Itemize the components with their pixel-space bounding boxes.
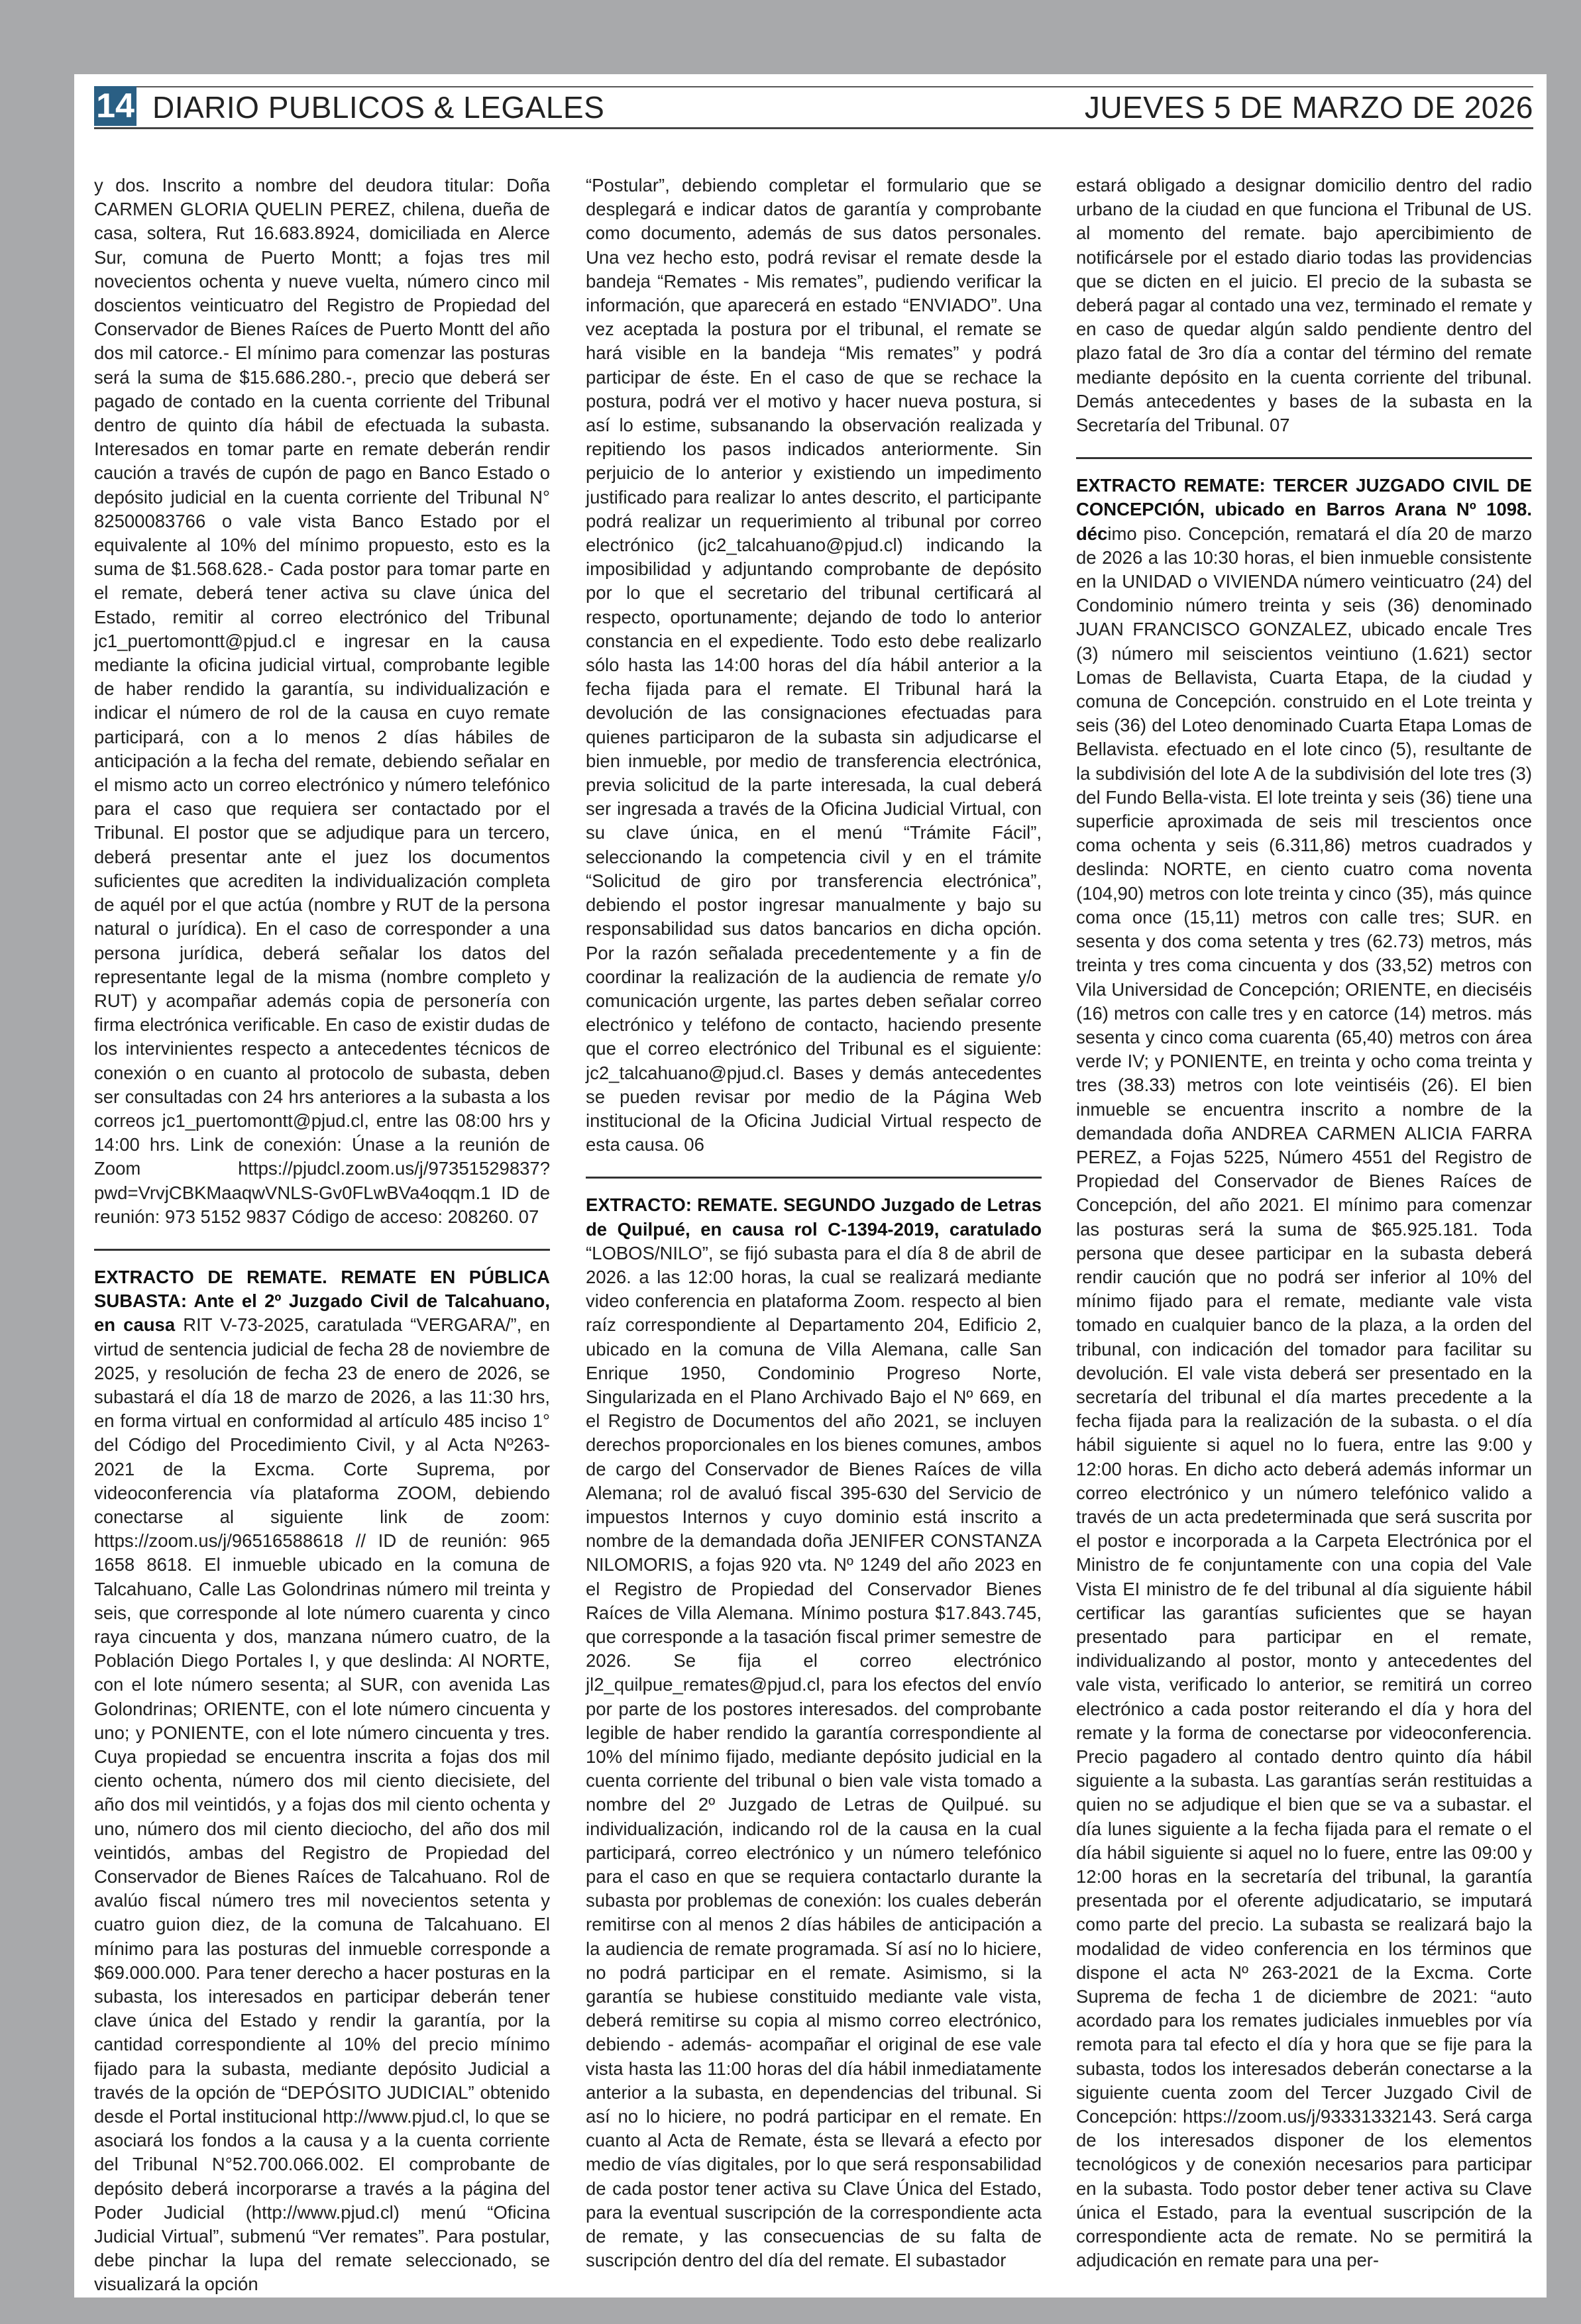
column-2 (586, 174, 1042, 2292)
publication-date: JUEVES 5 DE MARZO DE 2026 (1084, 90, 1533, 125)
notice-body: “LOBOS/NILO”, se fijó subasta para el día 8 de abril de 2026. a las 12:00 horas, la cual se realizará mediante video conferencia en plataforma Zoom. respecto al bien raíz correspondiente al Departamento 204, Edificio 2, ubicado en la comuna de Villa Alemana, calle San Enrique 1950, Condominio Progreso Norte, Singularizada en el Plano Archivado Bajo el Nº 669, en el Registro de Documentos del año 2021, se incluyen derechos proporcionales en los bienes comunes, ambos de cargo del Conservador de Bienes Raíces de villa Alemana; rol de avaluó fiscal 395-630 del Servicio de impuestos Internos y cuyo dominio está inscrito a nombre de la demandada doña JENIFER CONSTANZA NILOMORIS, a fojas 920 vta. Nº 1249 del año 2023 en el Registro de Propiedad del Conservador Bienes Raíces de Villa Alemana. Mínimo postura $17.843.745, que corresponde a la tasación fiscal primer semestre de 2026. Se fija el correo electrónico jl2_quilpue_remates@pjud.cl, para los efectos del envío por parte de los postores interesados. del comprobante legible de haber rendido la garantía correspondiente al 10% del mínimo fijado, mediante depósito judicial en la cuenta corriente del tribunal o bien vale vista tomado a nombre del 2º Juzgado de Letras de Quilpué. su individualización, indicando rol de la causa en la cual participará, correo electrónico y un número telefónico para el caso en que se requiera contactarlo durante la subasta por problemas de conexión: los cuales deberán remitirse con al menos 2 días hábiles de anticipación a la audiencia de remate programada. Sí así no lo hiciere, no podrá participar en el remate. Asimismo, si la garantía se hubiese constituido mediante vale vista, deberá remitirse su copia al mismo correo electrónico, debiendo - además- acompañar el original de ese vale vista hasta las 11:00 horas del día hábil inmediatamente anterior a la subasta, en dependencias del tribunal. Si así no lo hiciere, no podrá participar en el remate. En cuanto al Acta de Remate, ésta se llevará a efecto por medio de vías digitales, por lo que será responsabilidad de cada postor tener activa su Clave Única del Estado, para la eventual suscripción de la correspondiente acta de remate, y las consecuencias de su falta de suscripción dentro del día del remate. El subastador (586, 1242, 1042, 2271)
header-bottom-rule (94, 127, 1533, 129)
notice-separator (1076, 457, 1532, 459)
notice-body: y dos. Inscrito a nombre del deudora titular: Doña CARMEN GLORIA QUELIN PEREZ, chilena, dueña de casa, soltera, Rut 16.683.8924, domiciliada en Alerce Sur, comuna de Puerto Montt; a fojas tres mil novecientos ochenta y nueve vuelta, número cinco mil doscientos veinticuatro del Registro de Propiedad del Conservador de Bienes Raíces de Puerto Montt del año dos mil catorce.- El mínimo para comenzar las posturas será la suma de $15.686.280.-, precio que deberá ser pagado de contado en la cuenta corriente del Tribunal dentro de quinto día hábil de efectuada la subasta. Interesados en tomar parte en remate deberán rendir caución a través de cupón de pago en Banco Estado o depósito judicial en la cuenta corriente del Tribunal N° 82500083766 o vale vista Banco Estado por el equivalente al 10% del mínimo propuesto, esto es la suma de $1.568.628.- Cada postor para tomar parte en el remate, deberá tener activa su clave única del Estado, remitir al correo electrónico del Tribunal jc1_puertomontt@pjud.cl e ingresar en la causa mediante la oficina judicial virtual, comprobante legible de haber rendido la garantía, su individualización e indicar el número de rol de la causa en cuyo remate participará, con a lo menos 2 días hábiles de anticipación a la fecha del remate, debiendo señalar en el mismo acto un correo electrónico y número telefónico para el caso que requiera ser contactado por el Tribunal. El postor que se adjudique para un tercero, deberá presentar ante el juez los documentos suficientes que acrediten la individualización completa de aquél por el que actúa (nombre y RUT de la persona natural o jurídica). En el caso de corresponder a una persona jurídica, deberá señalar los datos del representante legal de la misma (nombre completo y RUT) y acompañar además copia de personería con firma electrónica verificable. En caso de existir dudas de los intervinientes respecto a antecedentes técnicos de conexión o en cuanto al protocolo de subasta, deben ser consultadas con 24 hrs anteriores a la subasta a los correos jc1_puertomontt@pjud.cl, entre las 08:00 hrs y 14:00 hrs. Link de conexión: Únase a la reunión de Zoom https://pjudcl.zoom.us/j/97351529837?pwd=VrvjCBKMaaqwVNLS-Gv0FLwBVa4oqqm.1 ID de reunión: 973 5152 9837 Código de acceso: 208260. 07 (94, 175, 550, 1227)
notice-heading: EXTRACTO REMATE: TERCER JUZGADO CIVIL DE CONCEPCIÓN, ubicado en Barros Arana Nº 1098. déc (1076, 475, 1532, 544)
notice-continuation (586, 174, 1042, 1157)
notice-heading: EXTRACTO: REMATE. SEGUNDO Juzgado de Letras de Quilpué, en causa rol C-1394-2019, caratulado (586, 1194, 1042, 1240)
newspaper-page (74, 74, 1547, 2298)
column-1 (94, 174, 550, 2317)
notice-separator (94, 1249, 550, 1251)
page-header (74, 74, 1547, 174)
notice-remate-concepcion (1076, 474, 1532, 2272)
notice-separator (586, 1177, 1042, 1179)
notice-body: imo piso. Concepción, rematará el día 20 de marzo de 2026 a las 10:30 horas, el bien inmueble consistente en la UNIDAD o VIVIENDA número veinticuatro (24) del Condominio número treinta y seis (36) denominado JUAN FRANCISCO GONZALEZ, ubicado encale Tres (3) número mil seiscientos veintiuno (1.621) sector Lomas de Bellavista, Cuarta Etapa, de la ciudad y comuna de Concepción. construido en el Lote treinta y seis (36) del Loteo denominado Cuarta Etapa Lomas de Bellavista. efectuado en el lote cinco (5), resultante de la subdivisión del lote A de la subdivisión del lote tres (3) del Fundo Bella-vista. El lote treinta y seis (36) tiene una superficie aproximada de seis mil trescientos once coma ochenta y seis (6.311,86) metros cuadrados y deslinda: NORTE, en ciento cuatro coma noventa (104,90) metros con lote treinta y cinco (35), más quince coma once (15,11) metros con calle tres; SUR. en sesenta y dos coma setenta y tres (62.73) metros, más treinta y tres coma cincuenta y dos (33,52) metros con Vila Universidad de Concepción; ORIENTE, en dieciséis (16) metros con calle tres y en catorce (14) metros. más sesenta y cinco coma cuarenta (65,40) metros con área verde IV; y PONIENTE, en treinta y ocho coma treinta y tres (38.33) metros con lote veintiséis (26). El bien inmueble se encuentra inscrito a nombre de la demandada doña ANDREA CARMEN ALICIA FARRA PEREZ, a Fojas 5225, Número 4551 del Registro de Propiedad del Conservador de Bienes Raíces de Concepción, del año 2021. El mínimo para comenzar las posturas será la suma de $65.925.181. Toda persona que desee participar en la subasta deberá rendir caución que no podrá ser inferior al 10% del mínimo fijado para el remate, mediante vale vista tomado en cualquier banco de la plaza, a la orden del tribunal, con indicación del tomador para facilitar su devolución. El vale vista deberá ser presentado en la secretaría del tribunal el día martes precedente a la fecha fijada para la realización de la subasta. o el día hábil siguiente si aquel no lo fuera, entre las 9:00 y 12:00 horas. En dicho acto deberá además informar un correo electrónico y un número telefónico valido a través de un acta predeterminada que será suscrita por el postor e incorporada a la Carpeta Electrónica por el Ministro de fe conjuntamente con una copia del Vale Vista EI ministro de fe del tribunal al día siguiente hábil certificar las garantías suficientes que se hayan presentado para participar en el remate, individualizando al postor, monto y antecedentes del vale vista, verificado lo anterior, se remitirá un correo electrónico a cada postor reiterando el día y hora del remate y la forma de conectarse por videoconferencia. Precio pagadero al contado dentro quinto día hábil siguiente a la subasta. Las garantías serán restituidas a quien no se adjudique el bien que se va a subastar. el día lunes siguiente a la fecha fijada para el remate o el día hábil siguiente si aquel no lo fuere, entre las 09:00 y 12:00 horas en la secretaría del tribunal, la garantía presentada por el oferente adjudicatario, se imputará como parte del precio. La subasta se realizará bajo la modalidad de video conferencia en los términos que dispone el acta Nº 263-2021 de la Excma. Corte Suprema de fecha 1 de diciembre de 2021: “auto acordado para los remates judiciales inmuebles por vía remota para tal efecto el día y hora que se fije para la subasta, todos los interesados deberán conectarse a la siguiente cuenta zoom del Tercer Juzgado Civil de Concepción: https://zoom.us/j/93331332143. Será carga de los interesados disponer de los elementos tecnológicos y de conexión necesarios para participar en la subasta. Todo postor deber tener activa su Clave única el Estado, para la eventual suscripción de la correspondiente acta de remate. No se permitirá la adjudicación en remate para una per- (1076, 523, 1532, 2271)
column-3 (1076, 174, 1532, 2292)
notice-continuation (1076, 174, 1532, 437)
notice-remate-quilpue (586, 1193, 1042, 2272)
notice-body: estará obligado a designar domicilio dentro del radio urbano de la ciudad en que funciona el Tribunal de US. al momento del remate. bajo apercibimiento de notificársele por el estado diario todas las providencias que se dicten en el juicio. El precio de la subasta se deberá pagar al contado una vez, terminado el remate y en caso de quedar algún saldo pendiente dentro del plazo fatal de 3ro día a contar del término del remate mediante depósito en la cuenta corriente del tribunal. Demás antecedentes y bases de la subasta en la Secretaría del Tribunal. 07 (1076, 175, 1532, 436)
notice-remate-talcahuano (94, 1265, 550, 2297)
notice-heading: EXTRACTO DE REMATE. REMATE EN PÚBLICA SUBASTA: Ante el 2º Juzgado Civil de Talcahuano, en causa (94, 1266, 550, 1336)
notice-body: “Postular”, debiendo completar el formulario que se desplegará e indicar datos de garantía y comprobante como documento, además de sus datos personales. Una vez hecho esto, podrá revisar el remate desde la bandeja “Remates - Mis remates”, pudiendo verificar la información, que aparecerá en estado “ENVIADO”. Una vez aceptada la postura por el tribunal, el remate se hará visible en la bandeja “Mis remates” y podrá participar de éste. En el caso de que se rechace la postura, podrá ver el motivo y hacer nueva postura, si así lo estime, subsanando la observación realizada y repitiendo los pasos indicados anteriormente. Sin perjuicio de lo anterior y existiendo un impedimento justificado para realizar lo antes descrito, el participante podrá realizar un requerimiento al tribunal por correo electrónico (jc2_talcahuano@pjud.cl) indicando la imposibilidad y adjuntando comprobante de depósito por lo que el secretario del tribunal certificará al respecto, oportunamente; dejando de todo lo anterior constancia en el expediente. Todo esto debe realizarlo sólo hasta las 14:00 horas del día hábil anterior a la fecha fijada para el remate. El Tribunal hará la devolución de las consignaciones efectuadas para quienes participaron de la subasta sin adjudicarse el bien inmueble, por medio de transferencia electrónica, previa solicitud de la parte interesada, la cual deberá ser ingresada a través de la Oficina Judicial Virtual, con su clave única, en el menú “Trámite Fácil”, seleccionando la competencia civil y en el trámite “Solicitud de giro por transferencia electrónica”, debiendo el postor ingresar manualmente y bajo su responsabilidad sus datos bancarios en dicha opción. Por la razón señalada precedentemente y a fin de coordinar la realización de la audiencia de remate y/o comunicación urgente, las partes deben señalar correo electrónico y teléfono de contacto, haciendo presente que el correo electrónico del Tribunal es el siguiente: jc2_talcahuano@pjud.cl. Bases y demás antecedentes se pueden revisar por medio de la Página Web institucional de la Oficina Judicial Virtual respecto de esta causa. 06 (586, 175, 1042, 1155)
publication-name: DIARIO PUBLICOS & LEGALES (152, 90, 605, 125)
notice-continuation (94, 174, 550, 1229)
notice-body: RIT V-73-2025, caratulada “VERGARA/”, en virtud de sentencia judicial de fecha 28 de noviembre de 2025, y resolución de fecha 23 de enero de 2026, se subastará el día 18 de marzo de 2026, a las 11:30 hrs, en forma virtual en conformidad al artículo 485 inciso 1° del Código del Procedimiento Civil, y al Acta Nº263- 2021 de la Excma. Corte Suprema, por videoconferencia vía plataforma ZOOM, debiendo conectarse al siguiente link de zoom: https://zoom.us/j/96516588618 // ID de reunión: 965 1658 8618. El inmueble ubicado en la comuna de Talcahuano, Calle Las Golondrinas número mil treinta y seis, que corresponde al lote número cuarenta y cinco raya cincuenta y dos, manzana número cuatro, de la Población Diego Portales I, y que deslinda: Al NORTE, con el lote número sesenta; al SUR, con avenida Las Golondrinas; ORIENTE, con el lote número cincuenta y uno; y PONIENTE, con el lote número cincuenta y tres. Cuya propiedad se encuentra inscrita a fojas dos mil ciento ochenta, número dos mil ciento diecisiete, del año dos mil veintidós, y a fojas dos mil ciento ochenta y uno, número dos mil ciento dieciocho, del año dos mil veintidós, ambas del Registro de Propiedad del Conservador de Bienes Raíces de Talcahuano. Rol de avalúo fiscal número tres mil novecientos setenta y cuatro guion diez, de la comuna de Talcahuano. El mínimo para las posturas del inmueble corresponde a $69.000.000. Para tener derecho a hacer posturas en la subasta, los interesados en participar deberán tener clave única del Estado y rendir la garantía, por la cantidad correspondiente al 10% del precio mínimo fijado para la subasta, mediante depósito Judicial a través de la opción de “DEPÓSITO JUDICIAL” obtenido desde el Portal institucional http://www.pjud.cl, lo que se asociará los fondos a la causa y a la cuenta corriente del Tribunal N°52.700.066.002. El comprobante de depósito deberá incorporarse a través a la página del Poder Judicial (http://www.pjud.cl) menú “Oficina Judicial Virtual”, submenú “Ver remates”. Para postular, debe pinchar la lupa del remate seleccionado, se visualizará la opción (94, 1314, 550, 2295)
header-top-rule (94, 86, 1533, 87)
page-number: 14 (94, 86, 136, 126)
